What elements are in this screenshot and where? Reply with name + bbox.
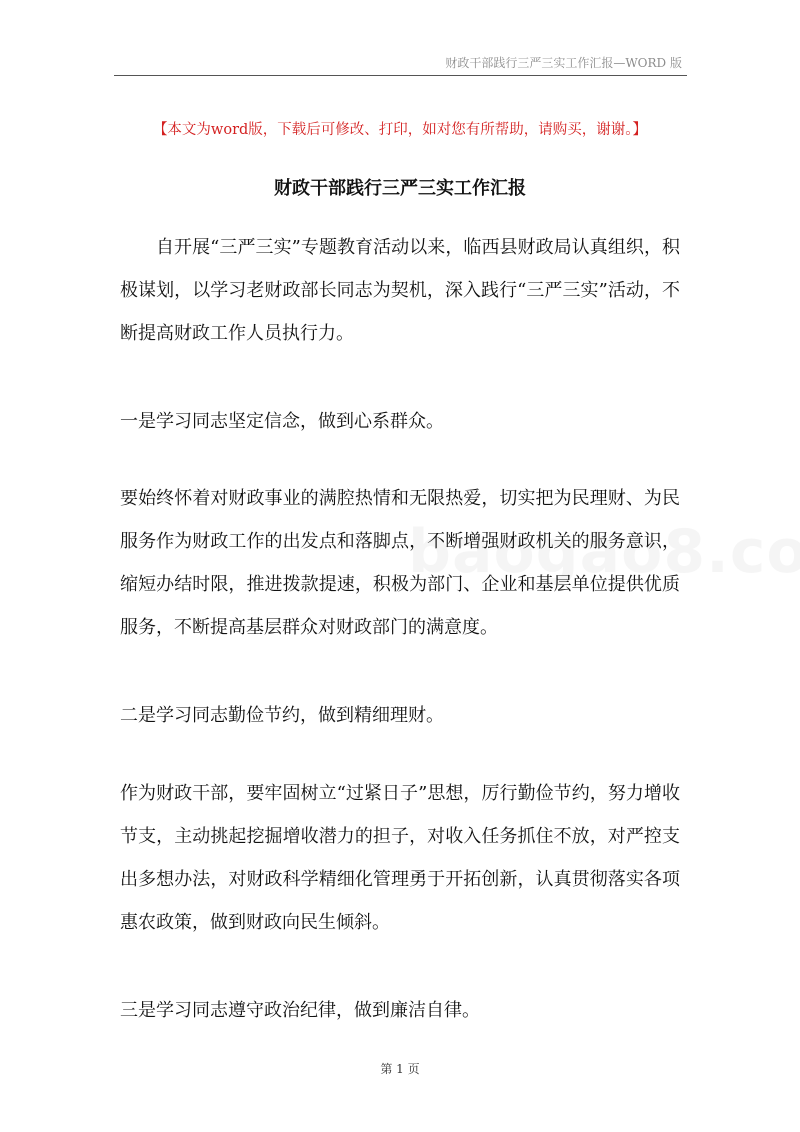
section-heading-1: 一是学习同志坚定信念，做到心系群众。 xyxy=(120,411,444,432)
intro-paragraph: 自开展“三严三实”专题教育活动以来，临西县财政局认真组织，积极谋划，以学习老财政部长同志为契机，深入践行“三严三实”活动，不断提高财政工作人员执行力。 xyxy=(120,237,680,344)
running-header: 财政干部践行三严三实工作汇报—WORD 版 xyxy=(445,56,682,70)
body-paragraph-1: 要始终怀着对财政事业的满腔热情和无限热爱，切实把为民理财、为民服务作为财政工作的出发点和落脚点，不断增强财政机关的服务意识，缩短办结时限，推进拨款提速，积极为部门、企业和基层单位提供优质服务，不断提高基层群众对财政部门的满意度。 xyxy=(120,488,680,638)
document-title: 财政干部践行三严三实工作汇报 xyxy=(274,178,526,199)
header-divider xyxy=(114,75,687,76)
section-heading-2: 二是学习同志勤俭节约，做到精细理财。 xyxy=(120,705,444,726)
purchase-notice: 【本文为word版，下载后可修改、打印，如对您有所帮助，请购买，谢谢。】 xyxy=(152,122,648,138)
page-number: 第 1 页 xyxy=(380,1062,420,1076)
body-paragraph-2: 作为财政干部，要牢固树立“过紧日子”思想，厉行勤俭节约，努力增收节支，主动挑起挖掘增收潜力的担子，对收入任务抓住不放，对严控支出多想办法，对财政科学精细化管理勇于开拓创新，认真贯彻落实各项惠农政策，做到财政向民生倾斜。 xyxy=(120,783,680,933)
section-heading-3: 三是学习同志遵守政治纪律，做到廉洁自律。 xyxy=(120,1000,480,1021)
